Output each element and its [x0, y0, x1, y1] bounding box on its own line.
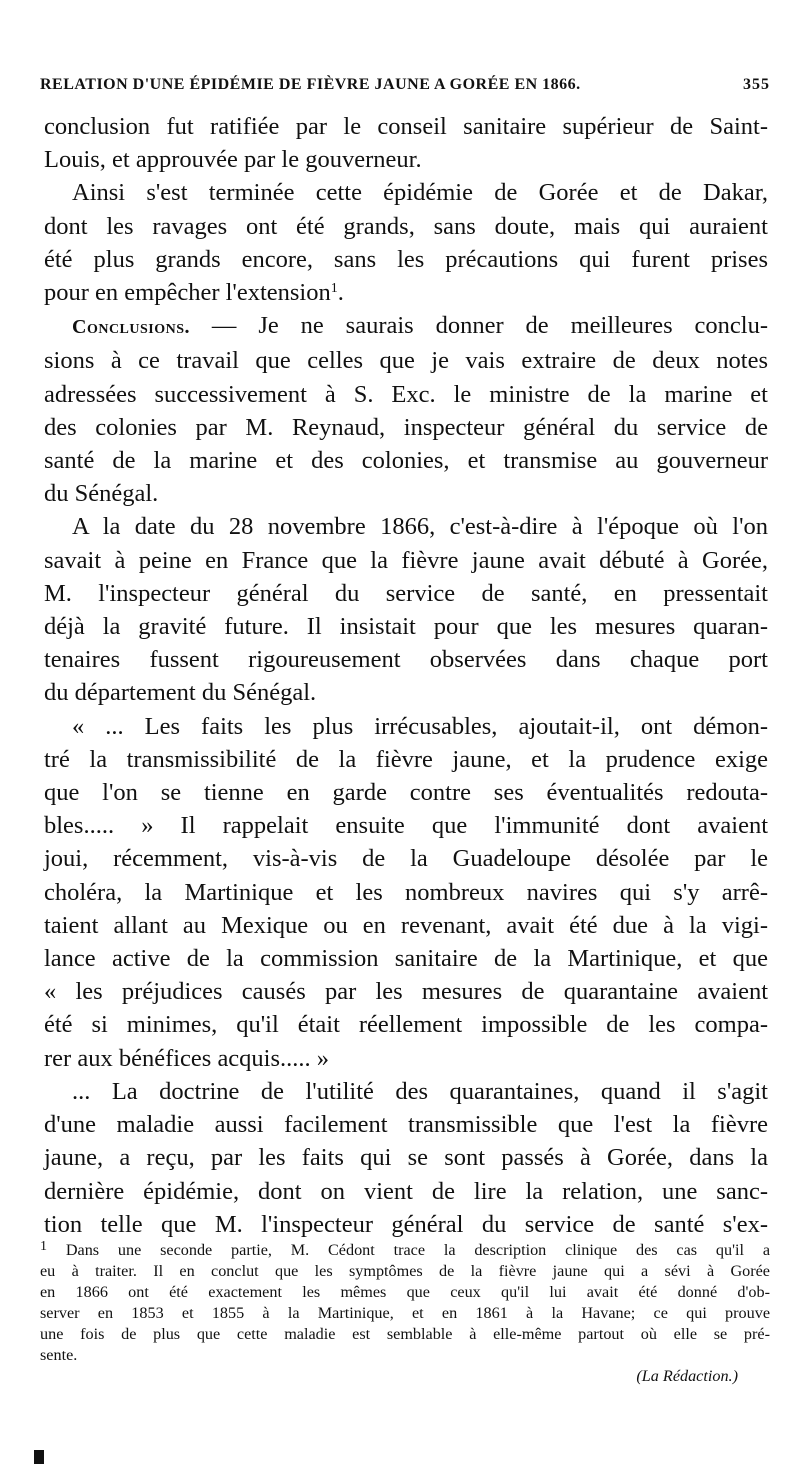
- text-line: ... La doctrine de l'utilité des quarantaines, quand il s'agit: [72, 1077, 768, 1105]
- text-line: santé de la marine et des colonies, et transmise au gouverneur: [44, 447, 768, 475]
- text-line: M. l'inspecteur général du service de santé, en pressentait: [44, 579, 768, 607]
- footnote-text: Dans une seconde partie, M. Cédont trace la description clinique des cas qu'il a: [65, 1241, 771, 1259]
- footnote-marker: 1: [40, 1239, 47, 1254]
- paragraph: [44, 710, 768, 1075]
- text-line: tion telle que M. l'inspecteur général du service de santé s'ex-: [44, 1210, 768, 1238]
- footnotes: [40, 1240, 770, 1387]
- section-lead-heading: Conclusions.: [72, 316, 191, 339]
- page-edge-mark: [34, 1450, 44, 1464]
- text-line: tré la transmissibilité de la fièvre jaune, et la prudence exige: [44, 745, 768, 773]
- footnote-line: server en 1853 et 1855 à la Martinique, et en 1861 à la Havane; ce qui prouve: [40, 1304, 770, 1322]
- text-line: du Sénégal.: [44, 480, 159, 508]
- footnote-line: [40, 1240, 770, 1261]
- footnote-signature: (La Rédaction.): [636, 1367, 738, 1385]
- text-line: lance active de la commission sanitaire de la Martinique, et que: [44, 945, 768, 973]
- text-line: [44, 309, 768, 344]
- text-line: taient allant au Mexique ou en revenant, avait été due à la vigi-: [44, 911, 768, 939]
- paragraph: [44, 510, 768, 709]
- text-line-content: — Je ne saurais donner de meilleures conclu-: [190, 312, 768, 340]
- footnote-line: eu à traiter. Il en conclut que les symptômes de la fièvre jaune qui a sévi à Gorée: [40, 1262, 770, 1280]
- text-line: jaune, a reçu, par les faits qui se sont passés à Gorée, dans la: [44, 1144, 768, 1172]
- text-line: « ... Les faits les plus irrécusables, ajoutait-il, ont démon-: [72, 712, 768, 740]
- text-line-punctuation: .: [337, 279, 344, 307]
- text-line: Ainsi s'est terminée cette épidémie de Gorée et de Dakar,: [72, 179, 768, 207]
- footnote-line: en 1866 ont été exactement les mêmes que ceux qu'il lui avait été donné d'ob-: [40, 1283, 770, 1301]
- text-line: bles..... » Il rappelait ensuite que l'immunité dont avaient: [44, 812, 768, 840]
- text-line: Louis, et approuvée par le gouverneur.: [44, 146, 422, 174]
- paragraph: [44, 110, 768, 176]
- text-line: des colonies par M. Reynaud, inspecteur général du service de: [44, 413, 768, 441]
- text-line: que l'on se tienne en garde contre ses éventualités redouta-: [44, 779, 768, 807]
- text-line: joui, récemment, vis-à-vis de la Guadeloupe désolée par le: [44, 845, 768, 873]
- text-line: déjà la gravité future. Il insistait pour que les mesures quaran-: [44, 613, 768, 641]
- text-line: adressées successivement à S. Exc. le ministre de la marine et: [44, 380, 768, 408]
- paragraph: [44, 309, 768, 510]
- text-line: sions à ce travail que celles que je vais extraire de deux notes: [44, 347, 768, 375]
- text-line: d'une maladie aussi facilement transmissible que l'est la fièvre: [44, 1111, 768, 1139]
- text-line: été plus grands encore, sans les précautions qui furent prises: [44, 245, 768, 273]
- text-line: du département du Sénégal.: [44, 679, 317, 707]
- text-line: été si minimes, qu'il était réellement impossible de les compa-: [44, 1011, 768, 1039]
- footnote-line: sente.: [40, 1346, 78, 1364]
- paragraph: [44, 176, 768, 309]
- text-line: « les préjudices causés par les mesures de quarantaine avaient: [44, 978, 768, 1006]
- text-line: conclusion fut ratifiée par le conseil sanitaire supérieur de Saint-: [44, 113, 768, 140]
- text-line: dont les ravages ont été grands, sans doute, mais qui auraient: [44, 212, 768, 240]
- text-line: rer aux bénéfices acquis..... »: [44, 1044, 330, 1072]
- text-line: [44, 276, 768, 309]
- body-text: [44, 110, 768, 1241]
- footnote-reference[interactable]: 1: [330, 281, 338, 297]
- text-line: savait à peine en France que la fièvre jaune avait débuté à Gorée,: [44, 546, 768, 574]
- text-line: A la date du 28 novembre 1866, c'est-à-dire à l'époque où l'on: [72, 513, 768, 541]
- running-head-title: RELATION D'UNE ÉPIDÉMIE DE FIÈVRE JAUNE A GORÉE EN 1866.: [40, 76, 581, 93]
- page-number: 355: [743, 76, 770, 93]
- text-line-content: pour en empêcher l'extension: [44, 279, 331, 307]
- running-head: [40, 76, 770, 94]
- text-line: dernière épidémie, dont on vient de lire la relation, une sanc-: [44, 1177, 768, 1205]
- paragraph: [44, 1075, 768, 1241]
- text-line: choléra, la Martinique et les nombreux navires qui s'y arrê-: [44, 878, 768, 906]
- text-line: tenaires fussent rigoureusement observées dans chaque port: [44, 646, 768, 674]
- footnote-line: une fois de plus que cette maladie est semblable à elle-même partout où elle se pré-: [40, 1325, 770, 1343]
